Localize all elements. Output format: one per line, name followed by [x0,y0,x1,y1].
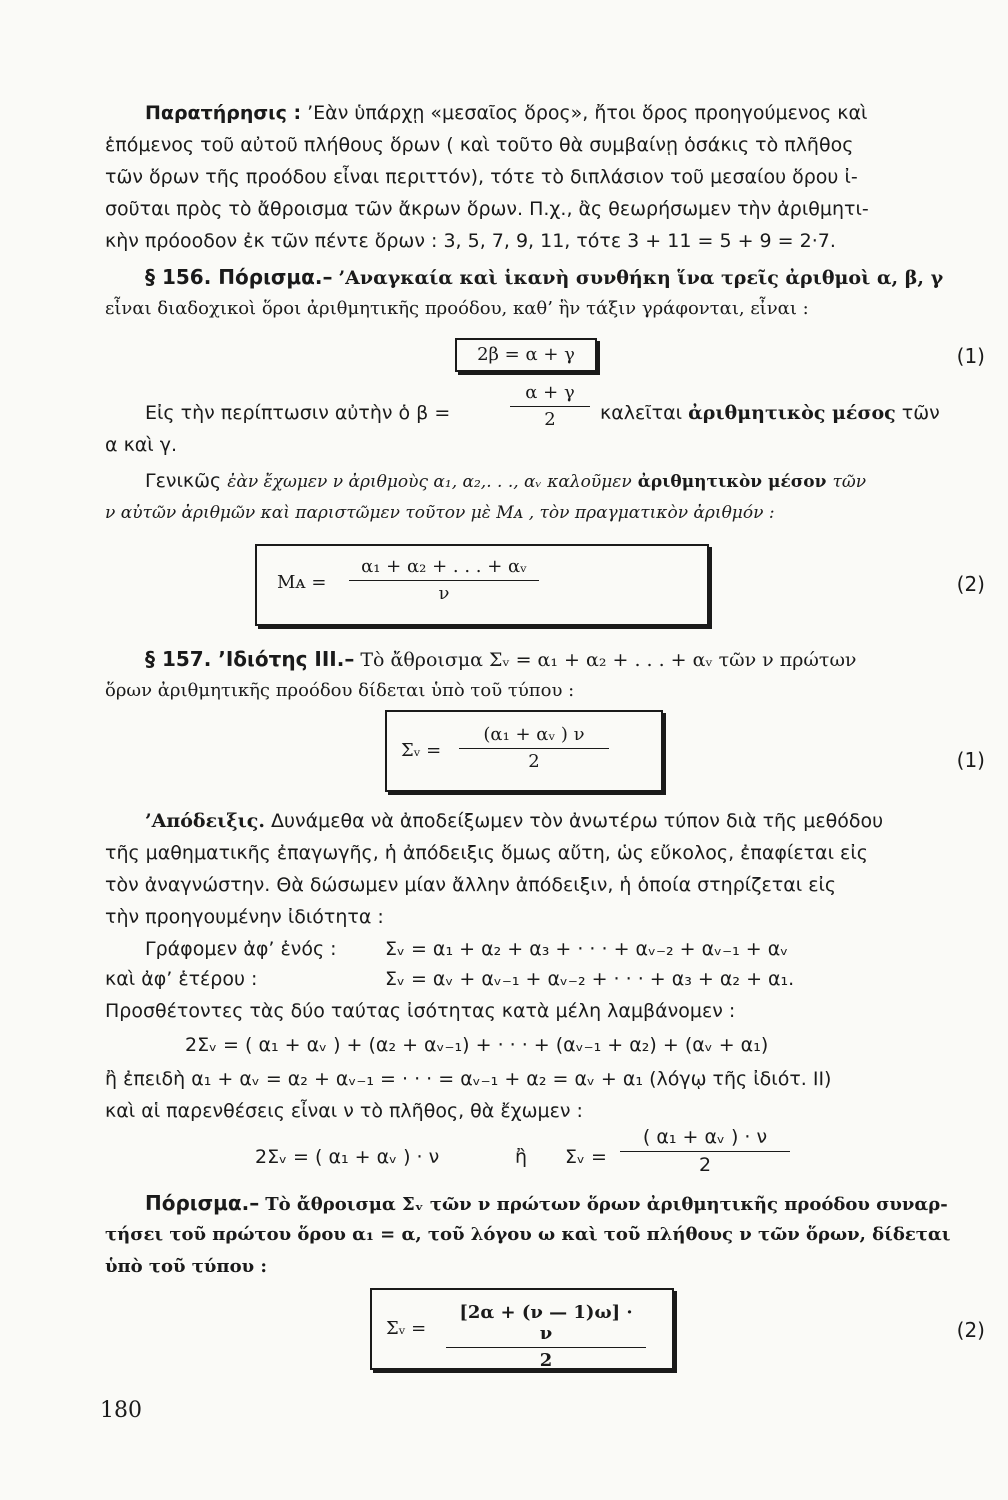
mean-num: α + γ [525,382,575,403]
proof-line-3: τὸν ἀναγνώστην. Θὰ δώσωμεν μίαν ἄλλην ἀπόδειξιν, ἡ ὁποία στηρίζεται εἰς [105,874,837,896]
formula-box-sum [385,710,663,792]
eqno-157-1: (1) [956,748,985,772]
s156-line-2: εἶναι διαδοχικοὶ ὅροι ἀριθμητικῆς προόδου, καθ’ ἣν τάξιν γράφονται, εἶναι : [105,298,809,319]
ma-fraction [349,556,539,604]
sum-eq: 2Σᵥ = ( α₁ + αᵥ ) + (α₂ + αᵥ₋₁) + · · · + (αᵥ₋₁ + α₂) + (αᵥ + α₁) [185,1034,769,1056]
ma-num: α₁ + α₂ + . . . + αᵥ [361,556,527,577]
gen-tail: τῶν [832,472,867,492]
general-line-1 [145,468,866,495]
proof-label: ’Απόδειξις. [145,810,265,832]
final-or: ἢ [515,1146,528,1168]
mean-line [145,400,450,426]
paren-line: καὶ αἱ παρενθέσεις εἶναι ν τὸ πλῆθος, θὰ ἔχωμεν : [105,1100,583,1122]
page-number: 180 [100,1398,142,1423]
remark-text-1: ’Εὰν ὑπάρχῃ «μεσαῖος ὅρος», ἤτοι ὅρος προηγούμενος καὶ [307,102,868,124]
corollary-line-1 [145,1190,948,1218]
add-line: Προσθέτοντες τὰς δύο ταύτας ἰσότητας κατὰ μέλη λαμβάνομεν : [105,1000,736,1022]
ma-den: ν [349,580,539,604]
remark-label: Παρατήρησις : [145,102,302,124]
remark-line-4: σοῦται πρὸς τὸ ἄθροισμα τῶν ἄκρων ὅρων. Π.χ., ἂς θεωρήσωμεν τὴν ἀριθμητι- [105,198,869,220]
mean-fraction [510,382,590,430]
proof-line-2: τῆς μαθηματικῆς ἐπαγωγῆς, ἡ ἀπόδειξις ὅμως αὔτη, ὡς εὔκολος, ἐπαφίεται εἰς [105,842,868,864]
mean-pre: Εἰς τὴν περίπτωσιν αὐτὴν ὁ β = [145,402,451,424]
general-line-2: ν αὐτῶν ἀριθμῶν καὶ παριστῶμεν τοῦτον μὲ Mᴀ , τὸν πραγματικὸν ἀριθμόν : [105,503,775,523]
s157-text-1: Τὸ ἄθροισμα Σᵥ = α₁ + α₂ + . . . + αᵥ τῶν ν πρώτων [360,649,857,671]
final-num: ( α₁ + αᵥ ) · ν [642,1126,768,1148]
eq1: Σᵥ = α₁ + α₂ + α₃ + · · · + αᵥ₋₂ + αᵥ₋₁ + αᵥ [385,938,789,960]
mean-post-line [600,400,940,426]
sum-lhs: Σᵥ = [401,740,442,761]
s157-heading: § 157. ’Ιδιότης ΙΙΙ.– [145,647,355,671]
proof-line-1 [145,808,883,834]
cor-fraction [446,1302,646,1371]
corollary-line-3: ὑπὸ τοῦ τύπου : [105,1256,267,1277]
eq2-label: καὶ ἀφ’ ἑτέρου : [105,968,258,990]
gen-term: ἀριθμητικὸν μέσον [637,472,827,492]
remark-line-2: ἑπόμενος τοῦ αὐτοῦ πλήθους ὅρων ( καὶ τοῦτο θὰ συμβαίνῃ ὁσάκις τὸ πλῆθος [105,134,854,156]
s156-line-1 [145,264,943,291]
eqno-156-2: (2) [956,572,985,596]
s156-heading: § 156. Πόρισμα.– [145,265,333,289]
sum-num: (α₁ + αᵥ ) ν [483,724,585,745]
proof-line-4: τὴν προηγουμένην ἰδιότητα : [105,906,384,928]
gen-it: ἐὰν ἔχωμεν ν ἀριθμοὺς α₁, α₂,. . ., αᵥ καλοῦμεν [227,472,632,492]
eqno-cor-2: (2) [956,1318,985,1342]
cor-den: 2 [446,1347,646,1371]
formula-box-ma [255,544,709,626]
formula-box-corollary [370,1288,674,1370]
mean-post: καλεῖται [600,402,683,424]
corollary-line-2: τήσει τοῦ πρώτου ὅρου α₁ = α, τοῦ λόγου ω καὶ τοῦ πλήθους ν τῶν ὅρων, δίδεται [105,1224,951,1245]
remark-line-1 [145,100,867,126]
mean-term: ἀριθμητικὸς μέσος [688,402,896,424]
mean-den: 2 [510,406,590,430]
cor-num: [2α + (ν — 1)ω] · ν [459,1302,633,1344]
since-line: ἢ ἐπειδὴ α₁ + αᵥ = α₂ + αᵥ₋₁ = · · · = αᵥ₋₁ + α₂ = αᵥ + α₁ (λόγῳ τῆς ἰδιότ. ΙΙ) [105,1068,832,1090]
corollary-heading: Πόρισμα.– [145,1191,260,1215]
mean-next: α καὶ γ. [105,434,178,456]
formula-2b: 2β = α + γ [477,344,575,365]
s156-text-1: ’Αναγκαία καὶ ἱκανὴ συνθήκη ἵνα τρεῖς ἀριθμοὶ α, β, γ [338,267,944,289]
eq1-label: Γράφομεν ἀφ’ ἑνός : [145,938,337,960]
formula-box-2b [455,338,597,372]
gen-pre: Γενικῶς [145,470,222,492]
s157-line-2: ὅρων ἀριθμητικῆς προόδου δίδεται ὑπὸ τοῦ τύπου : [105,680,575,701]
remark-line-5: κὴν πρόοοδον ἐκ τῶν πέντε ὅρων : 3, 5, 7, 9, 11, τότε 3 + 11 = 5 + 9 = 2·7. [105,230,836,252]
proof-text-1: Δυνάμεθα νὰ ἀποδείξωμεν τὸν ἀνωτέρω τύπον διὰ τῆς μεθόδου [271,810,884,832]
final-fraction [620,1126,790,1176]
sum-fraction [459,724,609,772]
cor-lhs: Σᵥ = [386,1318,427,1339]
sum-den: 2 [459,748,609,772]
s157-line-1 [145,646,856,673]
final-lhs: Σᵥ = [565,1146,607,1168]
eq2: Σᵥ = αᵥ + αᵥ₋₁ + αᵥ₋₂ + · · · + α₃ + α₂ + α₁. [385,968,795,990]
mean-tail: τῶν [901,402,940,424]
corollary-text-1: Τὸ ἄθροισμα Σᵥ τῶν ν πρώτων ὅρων ἀριθμητικῆς προόδου συναρ- [265,1194,948,1215]
final-den: 2 [620,1151,790,1176]
ma-lhs: Mᴀ = [277,572,327,593]
final-left: 2Σᵥ = ( α₁ + αᵥ ) · ν [255,1146,440,1168]
remark-line-3: τῶν ὅρων τῆς προόδου εἶναι περιττόν), τότε τὸ διπλάσιον τοῦ μεσαίου ὅρου ἰ- [105,166,858,188]
eqno-156-1: (1) [956,344,985,368]
